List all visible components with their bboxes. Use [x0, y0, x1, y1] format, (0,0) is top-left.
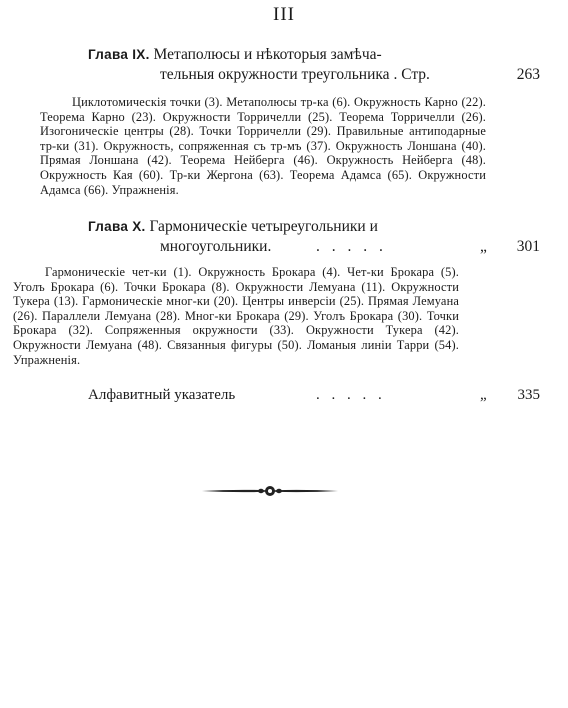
chapter-9-line-2 [88, 65, 540, 85]
chapter-10-line-1 [88, 217, 540, 237]
chapter-9-heading [88, 45, 540, 85]
chapter-10-title-line-1: Гармоническіе четыреугольники и [149, 218, 378, 235]
chapter-9-line-1 [88, 45, 540, 65]
chapter-9-contents: Циклотомическія точки (3). Метаполюсы тр-ка (6). Окружность Карно (22). Теорема Карно (23). Окружности Торричелли (25). Теорема Торричелли (26). Изогоническіе центры (28). Точки Торричелли (29). Правильные антиподарные тр-ки (31). Окружность, сопряженная съ тр-мъ (37). Окружность Лоншана (40). Прямая Лоншана (42). Теорема Нейберга (46). Окружность Нейберга (48). Окружность Кая (60). Тр-ки Жергона (63). Теорема Адамса (65). Окружности Адамса (66). Упражненія. [40, 95, 486, 197]
page-number: III [273, 4, 295, 25]
chapter-10-title-line-2: многоугольники. [160, 238, 272, 255]
chapter-10-heading [88, 217, 540, 257]
chapter-10-line-2 [88, 237, 540, 257]
index-entry [88, 387, 540, 407]
chapter-9-page: 263 [516, 66, 540, 83]
chapter-10-ditto: „ [480, 238, 487, 255]
index-page: 335 [517, 387, 540, 403]
chapter-10-contents: Гармоническіе чет-ки (1). Окружность Брокара (4). Чет-ки Брокара (5). Уголъ Брокара (6). Точки Брокара (8). Окружности Лемуана (11). Окружности Тукера (13). Гармоническіе мног-ки (20). Центры инверсіи (25). Прямая Лемуана (26). Параллели Лемуана (28). Мног-ки Брокара (29). Уголъ Брокара (30). Точки Брокара (32). Сопряженныя окружности (33). Окружности Тукера (42). Окружности Лемуана (48). Связанныя фигуры (50). Ломаныя линіи Тарри (54). Упражненія. [13, 265, 459, 367]
chapter-9-title-line-1: Метаполюсы и нѣкоторыя замѣча- [153, 46, 382, 63]
decorative-rule-ornament-icon [200, 484, 340, 498]
chapter-9-title-line-2: тельныя окружности треугольника [160, 66, 390, 83]
chapter-9-page-prefix: . Стр. [393, 66, 430, 83]
index-leader: . . . . . [316, 387, 386, 403]
chapter-9-label: Глава IX. [88, 47, 150, 62]
index-title: Алфавитный указатель [88, 387, 236, 403]
index-ditto: „ [480, 387, 487, 403]
chapter-10-leader: . . . . . [316, 238, 387, 255]
chapter-10-label: Глава X. [88, 219, 146, 234]
chapter-10-page: 301 [516, 238, 540, 255]
